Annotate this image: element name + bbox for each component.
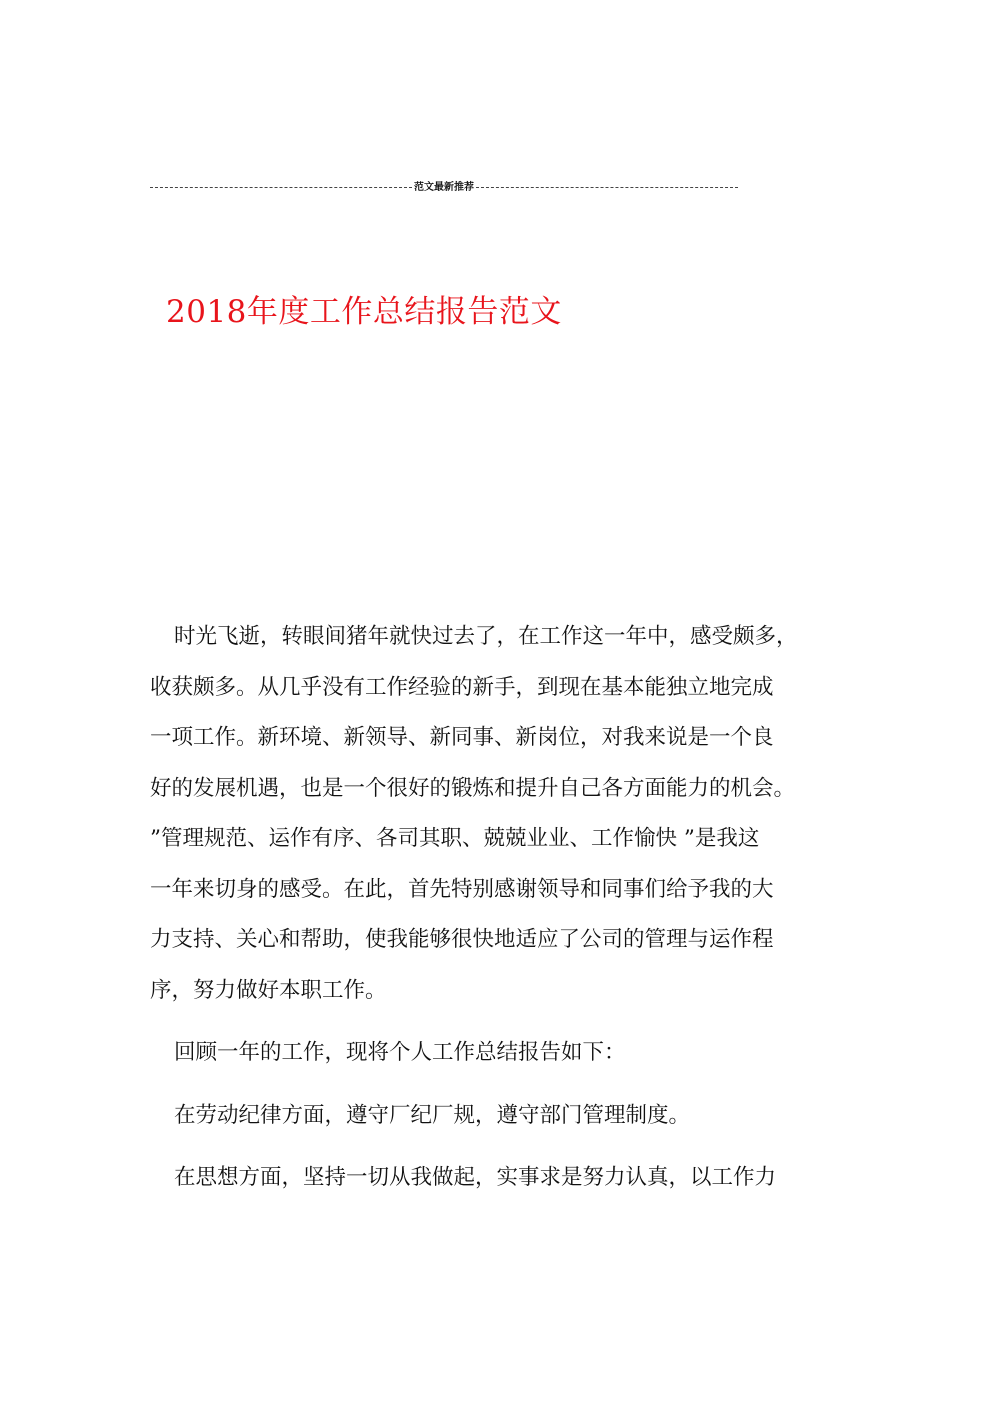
- page-header: [150, 176, 738, 194]
- document-title: 2018年度工作总结报告范文: [166, 294, 562, 330]
- paragraph-line: 在劳动纪律方面，遵守厂纪厂规，遵守部门管理制度。: [174, 1102, 691, 1128]
- paragraph-line: 一年来切身的感受。在此，首先特别感谢领导和同事们给予我的大: [150, 876, 774, 902]
- paragraph-line: 时光飞逝，转眼间猪年就快过去了，在工作这一年中，感受颇多，: [174, 624, 798, 649]
- paragraph-line: 力支持、关心和帮助，使我能够很快地适应了公司的管理与运作程: [150, 927, 774, 952]
- header-rule-left: [150, 187, 412, 188]
- paragraph-line: 序，努力做好本职工作。: [150, 977, 387, 1003]
- paragraph-line: 收获颇多。从几乎没有工作经验的新手，到现在基本能独立地完成: [150, 674, 774, 700]
- paragraph-review: [150, 1028, 840, 1079]
- paragraph-line: 好的发展机遇，也是一个很好的锻炼和提升自己各方面能力的机会。: [150, 775, 796, 801]
- document-body: [150, 612, 840, 1204]
- paragraph-discipline: [150, 1091, 840, 1142]
- header-rule-right: [476, 187, 738, 188]
- paragraph-line: ”管理规范、运作有序、各司其职、兢兢业业、工作愉快 ”是我这: [150, 826, 760, 851]
- header-label: 范文最新推荐: [414, 181, 474, 193]
- paragraph-intro: [150, 612, 840, 1016]
- paragraph-thinking: [150, 1153, 840, 1204]
- paragraph-line: 回顾一年的工作，现将个人工作总结报告如下：: [174, 1040, 626, 1065]
- paragraph-line: 一项工作。新环境、新领导、新同事、新岗位，对我来说是一个良: [150, 725, 774, 750]
- paragraph-line: 在思想方面，坚持一切从我做起，实事求是努力认真，以工作力: [174, 1165, 777, 1190]
